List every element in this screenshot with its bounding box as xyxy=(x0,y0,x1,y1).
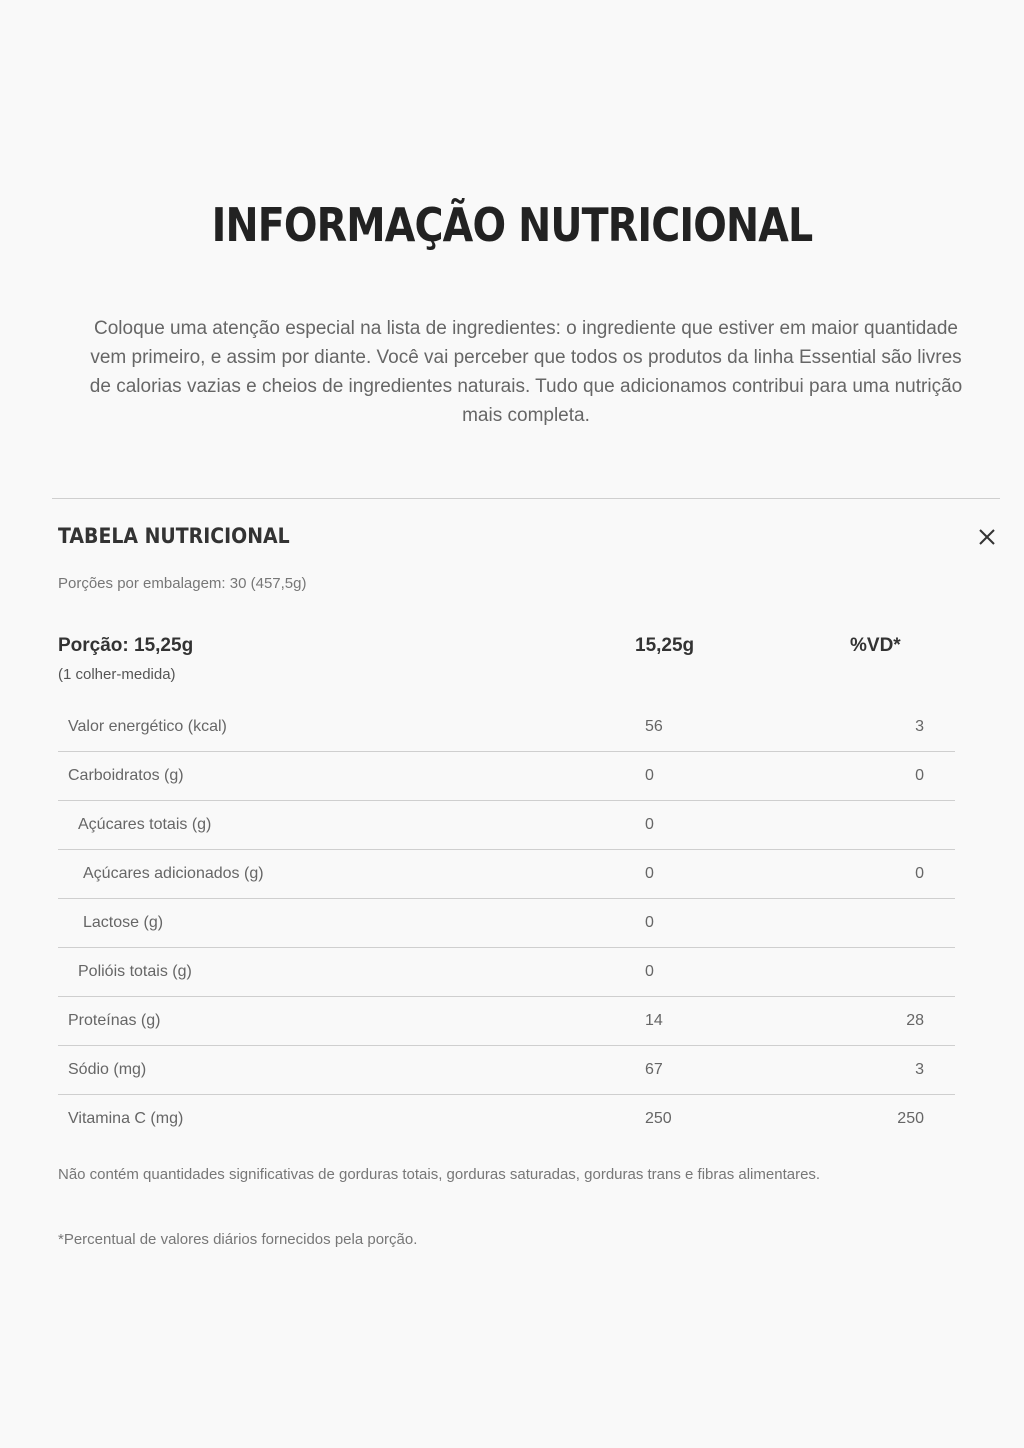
table-row xyxy=(58,850,955,899)
row-vd: 250 xyxy=(897,1110,924,1127)
row-amount: 14 xyxy=(645,1012,663,1029)
page-title: INFORMAÇÃO NUTRICIONAL xyxy=(211,198,813,252)
row-amount: 0 xyxy=(645,865,654,882)
row-amount: 0 xyxy=(645,963,654,980)
row-vd: 0 xyxy=(915,865,924,882)
nutrition-table xyxy=(58,703,955,1143)
row-label: Açúcares adicionados (g) xyxy=(83,865,264,882)
table-row xyxy=(58,1095,955,1143)
close-icon[interactable] xyxy=(974,524,1000,550)
table-row xyxy=(58,948,955,997)
vd-note: *Percentual de valores diários fornecidos pela porção. xyxy=(58,1231,418,1248)
vd-column-header: %VD* xyxy=(850,635,901,656)
servings-per-package: Porções por embalagem: 30 (457,5g) xyxy=(58,575,307,592)
row-vd: 3 xyxy=(915,1061,924,1078)
row-label: Carboidratos (g) xyxy=(68,767,184,784)
row-label: Lactose (g) xyxy=(83,914,164,931)
table-row xyxy=(58,899,955,948)
close-button[interactable] xyxy=(974,524,1000,550)
row-vd: 0 xyxy=(915,767,924,784)
row-vd: 3 xyxy=(915,718,924,735)
amount-column-header: 15,25g xyxy=(635,635,695,656)
row-amount: 250 xyxy=(645,1110,672,1127)
row-label: Sódio (mg) xyxy=(68,1061,147,1078)
row-amount: 67 xyxy=(645,1061,663,1078)
intro-text: Coloque uma atenção especial na lista de ingredientes: o ingrediente que estiver em maior quantidade vem primeiro, e assim por diante. Você vai perceber que todos os produtos da linha Essential são livres de calorias vazias e cheios de ingredientes naturais. Tudo que adicionamos contribui para uma nutrição mais completa. xyxy=(89,318,963,426)
table-row xyxy=(58,801,955,850)
row-amount: 0 xyxy=(645,816,654,833)
table-row xyxy=(58,997,955,1046)
table-row xyxy=(58,1046,955,1095)
row-label: Valor energético (kcal) xyxy=(68,718,227,735)
portion-header: Porção: 15,25g xyxy=(58,635,194,656)
row-label: Polióis totais (g) xyxy=(78,963,192,980)
table-row xyxy=(58,703,955,752)
table-row xyxy=(58,752,955,801)
footnote-text: Não contém quantidades significativas de gorduras totais, gorduras saturadas, gorduras trans e fibras alimentares. xyxy=(58,1166,821,1183)
row-label: Proteínas (g) xyxy=(68,1012,161,1029)
portion-subheader: (1 colher-medida) xyxy=(58,666,176,683)
row-vd: 28 xyxy=(906,1012,924,1029)
panel-title: TABELA NUTRICIONAL xyxy=(58,524,290,548)
row-label: Vitamina C (mg) xyxy=(68,1110,184,1127)
row-amount: 0 xyxy=(645,767,654,784)
row-amount: 56 xyxy=(645,718,663,735)
section-divider xyxy=(52,498,1000,499)
row-label: Açúcares totais (g) xyxy=(78,816,212,833)
row-amount: 0 xyxy=(645,914,654,931)
